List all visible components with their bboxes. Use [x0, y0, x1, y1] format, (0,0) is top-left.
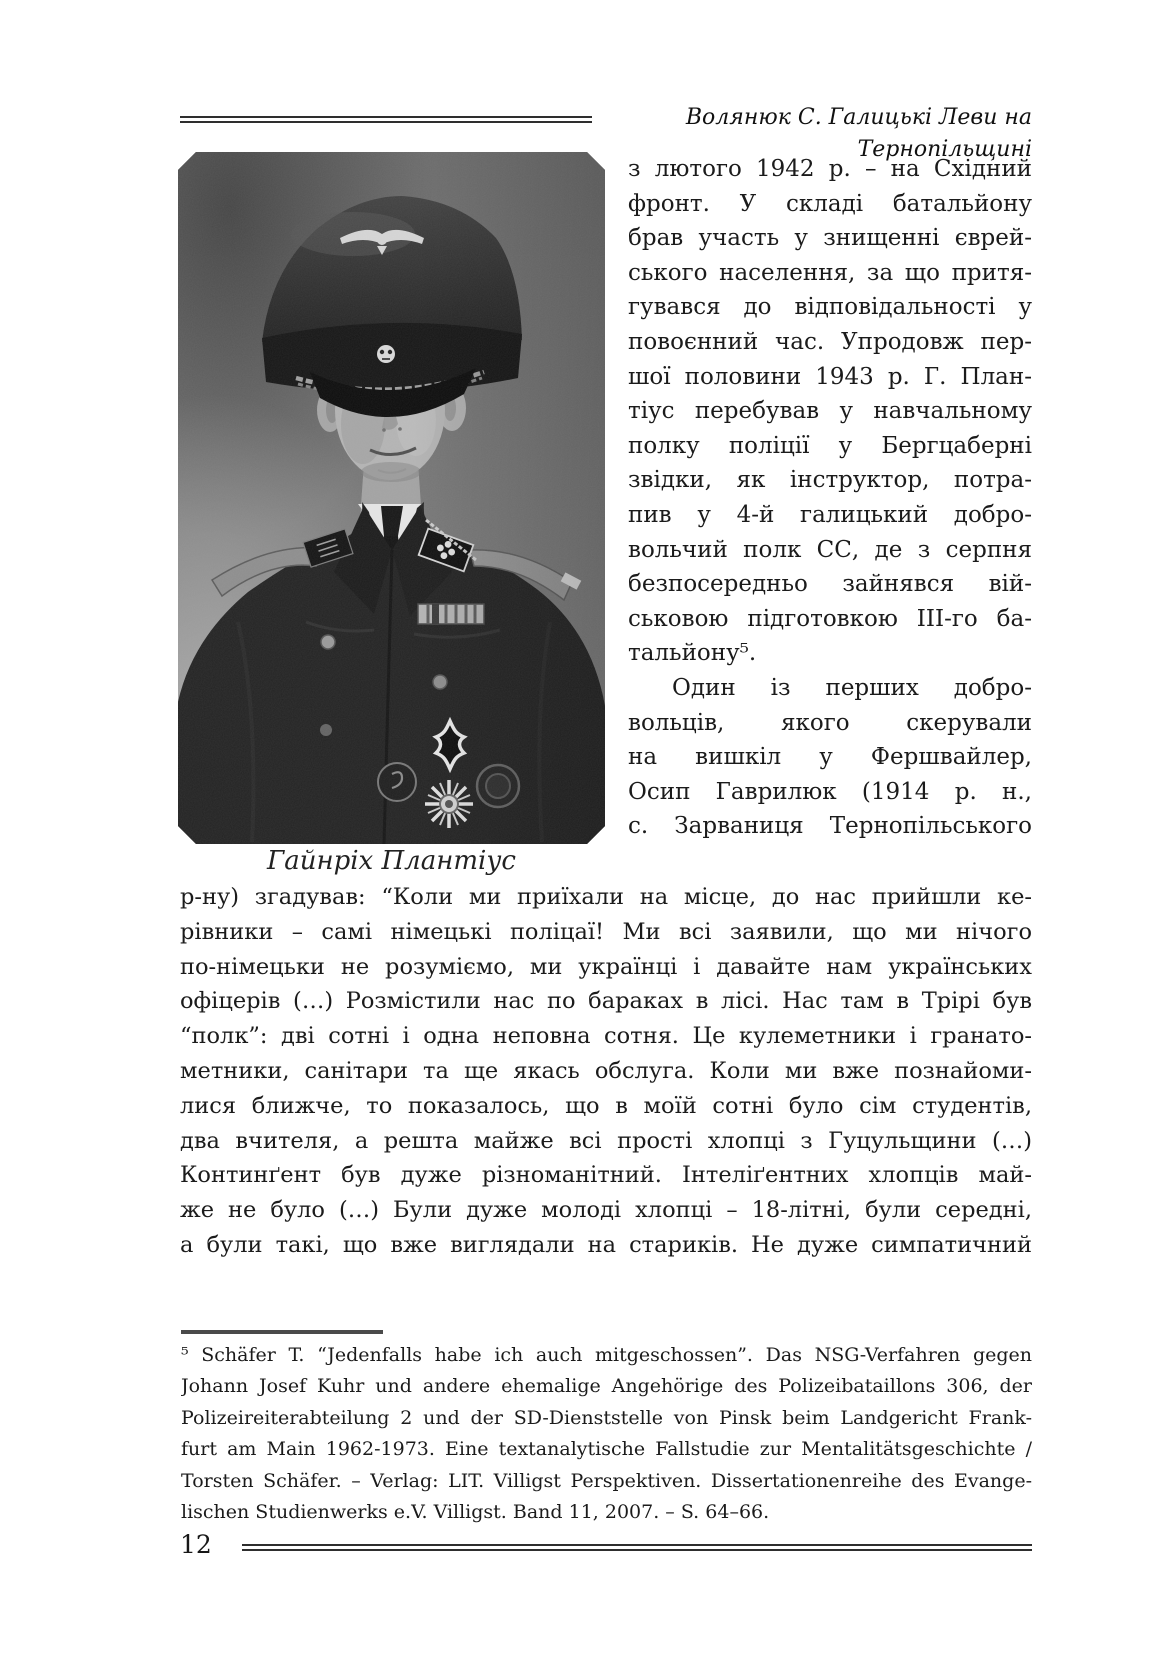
text-line: ського населення, за що притя-	[628, 259, 1032, 286]
text-line: тіус перебував у навчальному	[628, 398, 1032, 425]
text-line: шої половини 1943 р. Г. План-	[628, 363, 1032, 390]
portrait-photo-drawing	[178, 152, 605, 844]
text-line: лися ближче, то показалось, що в моїй сотні було сім студентів,	[180, 1092, 1032, 1119]
footnote	[181, 1340, 1032, 1528]
text-line: гувався до відповідальності у	[628, 294, 1032, 321]
text-line: а були такі, що вже виглядали на стариків. Не дуже симпатичний	[180, 1231, 1032, 1258]
text-line: furt am Main 1962-1973. Eine textanalytische Fallstudie zur Mentalitätsgeschichte /	[181, 1438, 1032, 1461]
text-line: Один із перших добро-	[672, 674, 1032, 701]
text-line: з лютого 1942 р. – на Східний	[628, 156, 1032, 182]
text-line: “полк”: дві сотні і одна неповна сотня. Це кулеметники і гранато-	[180, 1023, 1032, 1050]
portrait-photo	[178, 152, 605, 844]
text-line: Осип Гаврилюк (1914 р. н.,	[628, 778, 1032, 805]
running-title: Волянюк С. Галицькі Леви на Тернопільщині	[685, 105, 1032, 162]
text-line: же не було (…) Були дуже молоді хлопці – 18-літні, були середні,	[180, 1197, 1032, 1224]
text-line: с. Зарваниця Тернопільського	[628, 813, 1032, 840]
text-line: ськовою підготовкою ІІІ-го ба-	[628, 605, 1032, 632]
text-line: Континґент був дуже різноманітний. Інтеліґентних хлопців май-	[180, 1162, 1032, 1189]
text-line: Johann Josef Kuhr und andere ehemalige Angehörige des Polizeibataillons 306, der	[181, 1375, 1032, 1398]
text-line: полку поліції у Бергцаберні	[628, 432, 1032, 459]
text-line: тальйону⁵.	[628, 640, 757, 667]
text-line: вольців, якого скерували	[628, 709, 1032, 736]
text-line: по-німецьки не розуміємо, ми українці і давайте нам українських	[180, 953, 1032, 980]
text-line: ⁵ Schäfer T. “Jedenfalls habe ich auch mitgeschossen”. Das NSG-Verfahren gegen	[181, 1344, 1032, 1366]
text-line: lischen Studienwerks e.V. Villigst. Band 11, 2007. – S. 64–66.	[181, 1501, 770, 1524]
header-rule	[180, 116, 592, 123]
text-line: вольчий полк СС, де з серпня	[628, 536, 1032, 563]
text-line: безпосередньо зайнявся вій-	[628, 571, 1032, 598]
right-text-column	[628, 152, 1032, 844]
text-line: метники, санітари та ще якась обслуга. Коли ми вже познайоми-	[180, 1057, 1032, 1084]
text-line: два вчителя, а решта майже всі прості хлопці з Гуцульщини (…)	[180, 1127, 1032, 1154]
footnote-rule	[181, 1330, 383, 1334]
text-line: фронт. У складі батальйону	[628, 190, 1032, 217]
text-line: р-ну) згадував: “Коли ми приїхали на місце, до нас прийшли ке-	[180, 884, 1032, 910]
main-text-block	[180, 880, 1032, 1263]
text-line: звідки, як інструктор, потра-	[628, 467, 1032, 494]
text-line: брав участь у знищенні єврей-	[628, 225, 1032, 252]
photo-caption: Гайнріх Плантіус	[267, 846, 516, 876]
paragraph-continuation	[628, 152, 1032, 671]
text-line: Torsten Schäfer. – Verlag: LIT. Villigst Perspektiven. Dissertationenreihe des Evange-	[181, 1469, 1032, 1492]
text-line: Polizeireiterabteilung 2 und der SD-Dienststelle von Pinsk beim Landgericht Frank-	[181, 1406, 1032, 1429]
text-line: рівники – самі німецькі поліцаї! Ми всі заявили, що ми нічого	[180, 918, 1032, 945]
footer-rule	[242, 1544, 1032, 1551]
text-line: на вишкіл у Фершвайлер,	[628, 744, 1032, 771]
text-line: офіцерів (…) Розмістили нас по бараках в лісі. Нас там в Трірі був	[180, 988, 1032, 1015]
text-line: повоєнний час. Упродовж пер-	[628, 328, 1032, 355]
text-line: пив у 4-й галицький добро-	[628, 501, 1032, 528]
page-number: 12	[180, 1530, 212, 1559]
paragraph-new	[628, 671, 1032, 844]
